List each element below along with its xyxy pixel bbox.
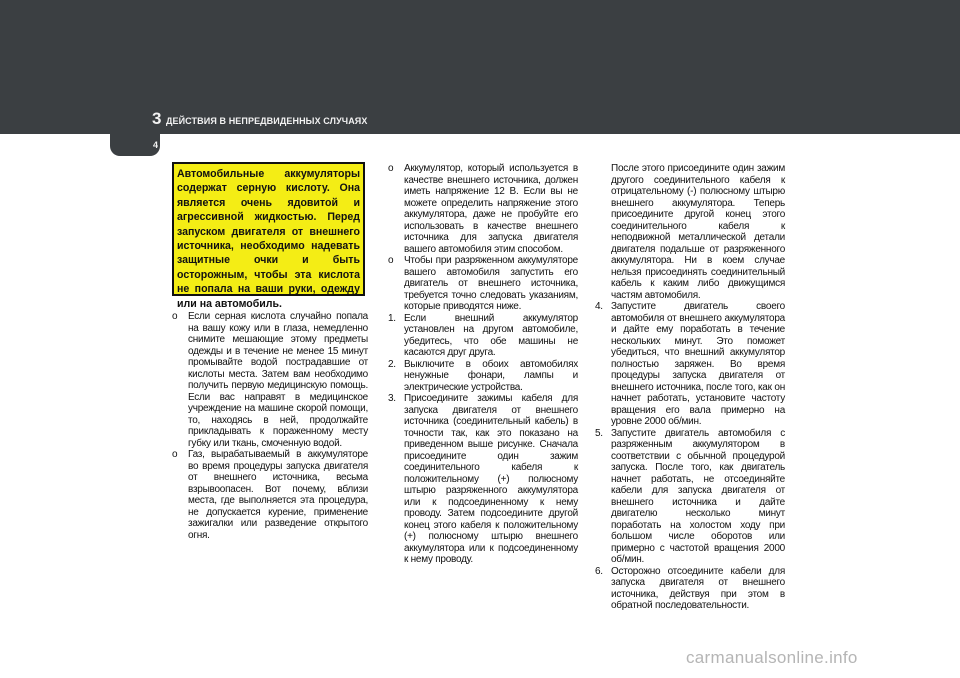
list-marker: o xyxy=(172,311,178,322)
watermark: carmanualsonline.info xyxy=(686,648,858,667)
list-item xyxy=(172,311,368,449)
list-item-text: Запустите двигатель автомобиля с разряженным аккумулятором в соответствии с обычной процедурой запуска. После того, как двигатель начнет работать, не отсоединяйте кабели для запуска двигателя от внешнего источника и дайте двигателю несколько минут поработать на холостом ходу при большом числе оборотов или примерно с частотой вращения 2000 об/мин. xyxy=(611,427,785,565)
list-item-text: Запустите двигатель своего автомобиля от внешнего аккумулятора и дайте ему поработать в течение нескольких минут. Это поможет убедиться, что внешний аккумулятор полностью заряжен. Во время процедуры запуска двигателя от внешнего источника, после того, как он начнет работать, установите частоту вращения его вала примерно на уровне 2000 об/мин. xyxy=(611,301,785,427)
list-item xyxy=(388,255,578,313)
list-item xyxy=(595,301,785,428)
list-item xyxy=(595,428,785,566)
list-item xyxy=(172,449,368,541)
list-item xyxy=(595,566,785,612)
list-item-text: Аккумулятор, который используется в качестве внешнего источника, должен иметь напряжение 12 В. Если вы не можете определить напряжение этого аккумулятора, даже не пробуйте его использовать в качестве внешнего источника для запуска двигателя вашего автомобиля этим способом. xyxy=(404,163,578,255)
list-item-text: Осторожно отсоедините кабели для запуска двигателя от внешнего источника, действуя при этом в обратной последовательности. xyxy=(611,565,785,611)
list-item xyxy=(388,163,578,255)
list-item xyxy=(388,359,578,394)
list-marker: 3. xyxy=(388,393,396,404)
column-right xyxy=(595,163,785,612)
list-marker: 2. xyxy=(388,358,396,370)
list-item-text: Если серная кислота случайно попала на вашу кожу или в глаза, немедленно снимите мешающие этому предметы одежды и в течение не менее 15 минут промывайте водой пострадавшие от кислоты места. Затем вам необходимо получить первую медицинскую помощь. Если вас направят в медицинское учреждение на машине скорой помощи, то, находясь в ней, продолжайте прикладывать к пораженному месту губку или ткань, смоченную водой. xyxy=(188,311,368,449)
column-middle xyxy=(388,163,578,566)
list-marker: o xyxy=(388,255,394,266)
list-item-text: Чтобы при разряженном аккумуляторе вашего автомобиля запустить его двигатель от внешнего источника, требуется точно следовать указаниям, которые приводятся ниже. xyxy=(404,255,578,312)
list-marker: o xyxy=(172,449,178,460)
list-marker: 5. xyxy=(595,427,603,439)
list-item-text: Если внешний аккумулятор установлен на другом автомобиле, убедитесь, что обе машины не касаются друг друга. xyxy=(404,312,578,358)
list-marker: 1. xyxy=(388,312,396,324)
list-item-text: Газ, вырабатываемый в аккумуляторе во время процедуры запуска двигателя от внешнего источника, весьма взрывоопасен. Вот почему, вблизи места, где выполняется эта процедура, не допускается курение, применение зажигалки или разведение открытого огня. xyxy=(188,449,368,541)
warning-box: Автомобильные аккумуляторы содержат серную кислоту. Она является очень ядовитой и агрессивной жидкостью. Перед запуском двигателя от внешнего источника, необходимо надевать защитные очки и быть осторожным, чтобы эта кислота не попала на ваши руки, одежду или на автомобиль. xyxy=(172,162,365,296)
list-marker: 6. xyxy=(595,565,603,577)
header-band xyxy=(0,0,960,134)
list-marker: 4. xyxy=(595,301,603,312)
list-item-text: Присоедините зажимы кабеля для запуска двигателя от внешнего источника (соединительный кабель) в точности так, как это показано на приведенном выше рисунке. Сначала присоедините один зажим соединительного кабеля к положительному (+) полюсному штырю разряженного аккумулятора или к подсоединенному к нему проводу. Затем подсоедините другой конец этого кабеля к положительному (+) полюсному штырю внешнего аккумулятора или к подсоединенному к нему проводу. xyxy=(404,393,578,565)
section-number: 3 xyxy=(152,109,162,128)
page-number: 4 xyxy=(153,140,159,150)
section-title: ДЕЙСТВИЯ В НЕПРЕДВИДЕННЫХ СЛУЧАЯХ xyxy=(166,116,368,126)
list-item-text: Выключите в обоих автомобилях ненужные фонари, лампы и электрические устройства. xyxy=(404,358,578,393)
list-item xyxy=(388,313,578,359)
list-item xyxy=(388,393,578,566)
column-left xyxy=(172,311,368,541)
paragraph-continued: После этого присоедините один зажим другого соединительного кабеля к отрицательному (-) полюсному штырю внешнего аккумулятора. Теперь присоедините другой конец этого соединительного кабеля к неподвижной металлической детали двигателя подальше от разряженного аккумулятора. Ни в коем случае нельзя присоединять соединительный кабель к каким либо движущимся частям автомобиля. xyxy=(611,163,785,301)
list-marker: o xyxy=(388,163,394,174)
